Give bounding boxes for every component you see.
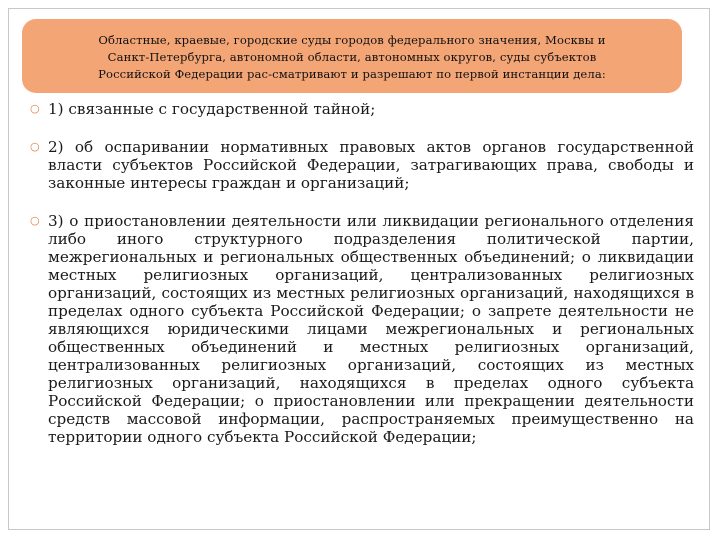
- title-line-1: Областные, краевые, городские суды городов федерального значения, Москвы и: [98, 33, 606, 47]
- circle-bullet-icon: [30, 141, 40, 152]
- list-item: [30, 212, 694, 446]
- title-line-2: Санкт-Петербурга, автономной области, автономных округов, суды субъектов: [107, 50, 597, 64]
- list-item-text: 3) о приостановлении деятельности или ликвидации регионального отделения либо иного структурного подразделения политической партии, межрегиональных и региональных общественных объединений; о ликвидации местных религиозных организаций, централизованных религиозных организаций, состоящих из местных религиозных организаций, находящихся в пределах одного субъекта Российской Федерации; о запрете деятельности не являющихся юридическими лицами межрегиональных и региональных общественных объединений и местных религиозных организаций, централизованных религиозных организаций, состоящих из местных религиозных организаций, находящихся в пределах одного субъекта Российской Федерации; о приостановлении или прекращении деятельности средств массовой информации, распространяемых преимущественно на территории одного субъекта Российской Федерации;: [48, 212, 694, 446]
- list-item-text: 1) связанные с государственной тайной;: [48, 100, 376, 118]
- title-line-3: Российской Федерации рас-сматривают и разрешают по первой инстанции дела:: [98, 67, 606, 81]
- list-item: [30, 138, 694, 192]
- list-item: [30, 100, 694, 118]
- circle-bullet-icon: [30, 215, 40, 226]
- slide-title-box: [22, 19, 682, 93]
- circle-bullet-icon: [30, 103, 40, 114]
- list-item-text: 2) об оспаривании нормативных правовых актов органов государственной власти субъектов Российской Федерации, затрагивающих права, свободы и законные интересы граждан и организаций;: [48, 138, 694, 192]
- bullet-list: [30, 100, 694, 446]
